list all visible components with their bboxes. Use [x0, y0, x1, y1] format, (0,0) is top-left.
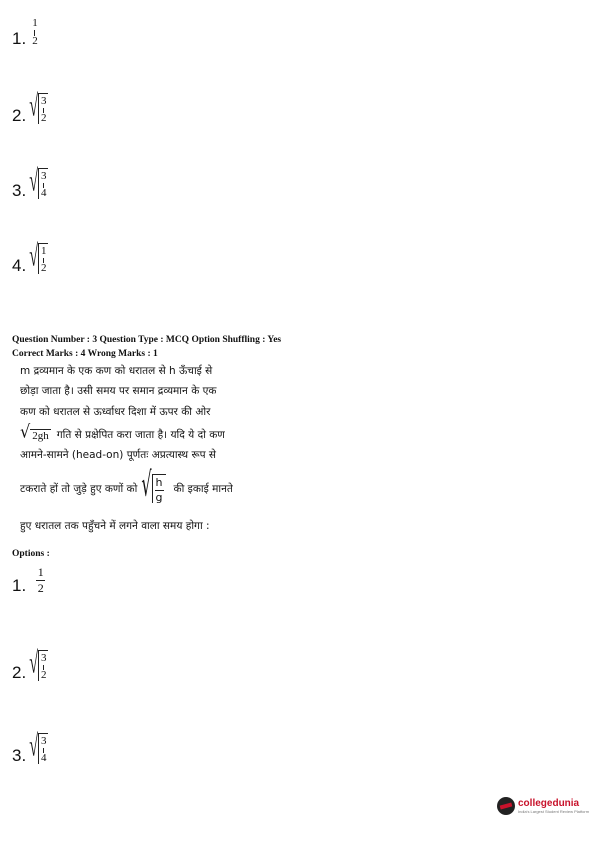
top-option-1 [12, 18, 38, 47]
question-text-line-1: m द्रव्यमान के एक कण को धरातल से h ऊँचाई से [20, 365, 213, 377]
question-text-line-4-rest: गति से प्रक्षेपित करा जाता है। यदि ये दो कण [56, 429, 225, 441]
radicand-denominator: 2 [40, 668, 47, 681]
radicand-numerator: 3 [40, 95, 47, 107]
fraction [36, 566, 45, 594]
square-root [29, 647, 48, 681]
logo-text [518, 798, 589, 814]
square-root [29, 240, 48, 274]
radicand-denominator: 4 [40, 186, 47, 199]
radicand-numerator: h [155, 476, 163, 489]
question-meta-line-2: Correct Marks : 4 Wrong Marks : 1 [12, 349, 158, 359]
question-meta-line-1: Question Number : 3 Question Type : MCQ Option Shuffling : Yes [12, 335, 282, 345]
question-text-line-7: हुए धरातल तक पहुँचने में लगने वाला समय होगा : [20, 520, 210, 532]
question-text-line-6-start: टकराते हों तो जुड़े हुए कणों को [20, 482, 138, 495]
radicand-numerator: 1 [40, 245, 47, 257]
option-number: 1. [12, 29, 27, 49]
option-3 [12, 730, 48, 766]
fraction-numerator: 1 [37, 565, 44, 579]
radicand [152, 474, 166, 503]
radicand [38, 243, 49, 274]
option-2 [12, 647, 48, 683]
radicand [38, 733, 49, 764]
radical-sign: √ [29, 730, 38, 764]
radicand-denominator: 2 [40, 111, 47, 124]
logo-tagline: India's Largest Student Review Platform [518, 809, 590, 814]
option-number: 1. [12, 576, 27, 596]
radical-sign: √ [141, 464, 152, 505]
option-number: 3. [12, 181, 27, 201]
graduation-cap-icon [497, 797, 515, 815]
fraction-denominator: 2 [32, 34, 38, 47]
square-root [29, 730, 48, 764]
radical-sign: √ [20, 421, 31, 443]
fraction-numerator: 1 [32, 17, 38, 29]
option-number: 3. [12, 746, 27, 766]
option-number: 2. [12, 106, 27, 126]
radical-sign: √ [29, 90, 38, 124]
radical-sign: √ [29, 647, 38, 681]
radical-sign: √ [29, 240, 38, 274]
option-number: 2. [12, 663, 27, 683]
top-option-2 [12, 90, 48, 126]
radicand-denominator: 4 [40, 751, 47, 764]
square-root [29, 165, 48, 199]
radicand-denominator: g [155, 490, 163, 504]
options-label: Options : [12, 549, 50, 559]
top-option-4 [12, 240, 48, 276]
option-1 [12, 566, 45, 594]
logo-name: collegedunia [518, 798, 580, 809]
radicand-numerator: 3 [40, 170, 47, 182]
radicand-denominator: 2 [40, 261, 47, 274]
collegedunia-logo [497, 797, 589, 815]
fraction-denominator: 2 [37, 580, 44, 595]
option-number: 4. [12, 256, 27, 276]
sqrt-2gh [20, 421, 51, 443]
square-root [29, 90, 48, 124]
radicand-numerator: 3 [40, 652, 47, 664]
radicand [38, 650, 49, 681]
sqrt-h-over-g [141, 464, 165, 505]
question-text-line-3: कण को धरातल से ऊर्ध्वाधर दिशा में ऊपर की ओर [20, 406, 211, 418]
top-option-3 [12, 165, 48, 201]
radical-sign: √ [29, 165, 38, 199]
question-text-line-6 [20, 464, 233, 505]
question-text-line-5: आमने-सामने (head-on) पूर्णतः अप्रत्यास्थ रूप से [20, 449, 217, 461]
question-text-line-6-end: की इकाई मानते [173, 482, 233, 495]
radicand-numerator: 3 [40, 735, 47, 747]
fraction [32, 18, 38, 47]
question-text-line-4 [20, 421, 225, 443]
radicand [38, 168, 49, 199]
radicand: 2gh [32, 430, 49, 442]
question-text-line-2: छोड़ा जाता है। उसी समय पर समान द्रव्यमान के एक [20, 385, 217, 397]
radicand [38, 93, 49, 124]
